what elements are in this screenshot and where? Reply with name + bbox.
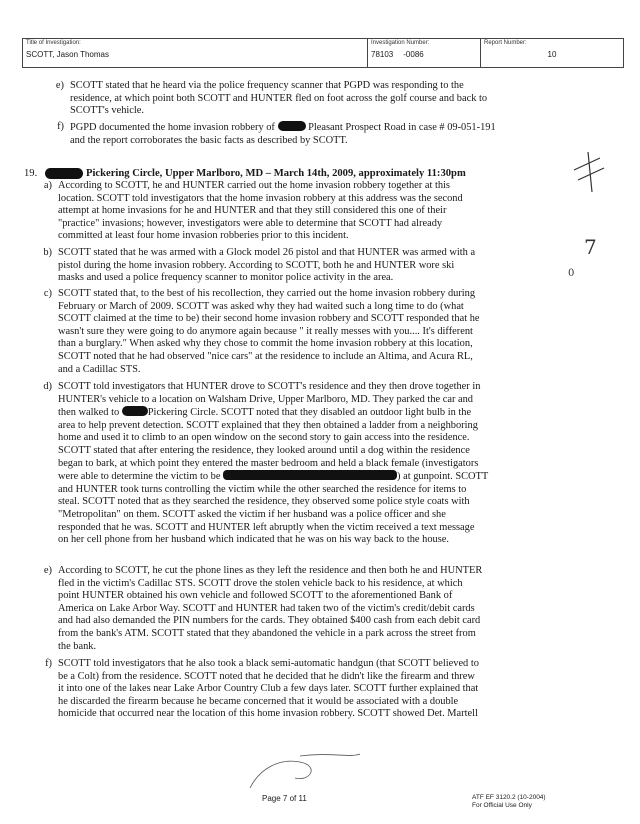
text-line: it into one of the lakes near Lake Arbor Country Club a few days later. SCOTT further explained that <box>58 683 479 695</box>
item-c-marker: c) <box>43 288 52 299</box>
text-line: on her cell phone from her husband which indicated that he was on his way back to the house. <box>58 534 449 546</box>
text-line: responded that he was. SCOTT and HUNTER left abruptly when the victim received a text message <box>58 521 475 533</box>
form-note: For Official Use Only <box>472 802 532 809</box>
cross-mark <box>574 152 604 192</box>
text-line: SCOTT stated that, to the best of his recollection, they carried out the home invasion robbery during <box>58 288 476 299</box>
item-b-text <box>58 247 558 285</box>
text-line: SCOTT told investigators that HUNTER drove to SCOTT's residence and they then drove together in <box>58 381 481 392</box>
text-line: SCOTT noted that he had observed "nice cars" at the residence to include an Altima, and Acura RL, <box>58 350 473 362</box>
text-line: he discarded the firearm because he became concerned that it would be associated with a double <box>58 695 459 707</box>
text-line: point HUNTER obtained his own vehicle and followed SCOTT to the aforementioned Bank of <box>58 590 453 602</box>
investigation-number-part2: -0086 <box>403 50 424 59</box>
margin-note-zero: 0 <box>568 268 575 279</box>
text-line: area to help prevent detection. SCOTT explained that they then obtained a ladder from a neighboring <box>58 419 478 431</box>
item-f1-text <box>70 121 618 147</box>
item-e1-marker: e) <box>55 80 64 91</box>
text-line: and HUNTER took turns controlling the victim while the other searched the residence for items to <box>58 483 467 495</box>
text-segment: Pleasant Prospect Road in case # 09-051-191 <box>308 122 496 133</box>
form-number: ATF EF 3120.2 (10-2004) <box>472 794 546 801</box>
text-line: and a Cadillac STS. <box>58 363 141 375</box>
item-a-marker: a) <box>43 180 52 191</box>
text-line: masks and used a police frequency scanner to monitor police activity in the area. <box>58 272 394 284</box>
text-line <box>70 121 618 135</box>
item-f2-text <box>58 658 558 721</box>
title-cell <box>23 39 368 67</box>
text-line <box>58 406 558 420</box>
report-number-cell <box>481 39 623 67</box>
redaction-block <box>122 406 148 416</box>
title-label: Title of Investigation: <box>26 40 81 46</box>
report-number-label: Report Number: <box>484 40 527 46</box>
handwritten-initials <box>240 748 370 798</box>
text-line: residence, at which point both SCOTT and HUNTER fled on foot across the golf course and back to <box>70 92 488 104</box>
text-segment: PGPD documented the home invasion robbery of <box>70 122 275 133</box>
item-f2-marker: f) <box>45 658 52 669</box>
text-line: America on Lake Arbor Way. SCOTT and HUNTER had taken two of the victim's credit/debit cards <box>58 602 475 614</box>
item-e1-text <box>70 80 618 118</box>
text-line: began to bark, at which point they entered the master bedroom and held a black female (investigators <box>58 457 479 469</box>
text-line: "practice" invasions; however, investigators were able to determine that SCOTT had already <box>58 217 443 229</box>
text-line: home and used it to climb to an open window on the second story to gain access into the residence. <box>58 432 470 444</box>
text-segment: ) at gunpoint. SCOTT <box>397 471 489 483</box>
page-number: Page 7 of 11 <box>262 794 307 803</box>
text-line: and the report corroborates the basic facts as described by SCOTT. <box>70 134 348 146</box>
item-c-text <box>58 288 558 376</box>
text-segment: then walked to <box>58 407 120 419</box>
text-line: SCOTT told investigators that he also took a black semi-automatic handgun (that SCOTT believed to <box>58 658 479 669</box>
text-line: HUNTER's vehicle to a location on Walsham Drive, Upper Marlboro, MD. They parked the car and <box>58 393 474 405</box>
text-line: "Metropolitan" on them. SCOTT asked the victim if her husband was a police officer and she <box>58 508 446 520</box>
section-number: 19. <box>24 168 38 179</box>
text-line: fled in the victim's Cadillac STS. SCOTT drove the stolen vehicle back to his residence, at which <box>58 577 463 589</box>
text-line: SCOTT stated that he heard via the police frequency scanner that PGPD was responding to the <box>70 80 464 91</box>
text-segment: were able to determine the victim to be <box>58 471 221 483</box>
text-line: homicide that occurred near the location of this home invasion robbery. SCOTT showed Det. Martell <box>58 708 478 720</box>
text-line: According to SCOTT, he cut the phone lines as they left the residence and then both he and HUNTER <box>58 565 483 576</box>
text-line <box>58 470 558 484</box>
text-line: SCOTT stated that after entering the residence, they looked around until a dog within the residence <box>58 444 470 456</box>
item-e2-text <box>58 565 558 653</box>
text-line: than a burglary." When asked why they chose to commit the home invasion robbery at this location, <box>58 338 473 350</box>
text-segment: Pickering Circle. SCOTT noted that they disabled an outdoor light bulb in the <box>147 407 472 419</box>
text-line: SCOTT claimed at the time to be) their second home invasion robbery and SCOTT responded that he <box>58 313 480 325</box>
text-line: According to SCOTT, he and HUNTER carried out the home invasion robbery together at this <box>58 180 450 191</box>
text-line: committed at least four home invasion robberies prior to this incident. <box>58 230 349 242</box>
item-b-marker: b) <box>43 247 52 258</box>
text-line: the bank. <box>58 640 97 652</box>
text-line: wasn't sure they were going to do anymore again because " it really messes with you.... It's different <box>58 325 473 337</box>
item-a-text <box>58 180 558 243</box>
text-line: SCOTT stated that he was armed with a Glock model 26 pistol and that HUNTER was armed with a <box>58 247 476 258</box>
report-header <box>22 38 624 68</box>
item-d-text <box>58 381 558 547</box>
report-number-value: 10 <box>547 50 557 59</box>
redaction-block <box>278 121 306 131</box>
item-e2-marker: e) <box>43 565 52 576</box>
investigation-number-cell <box>368 39 481 67</box>
text-line: be a Colt) from the residence. SCOTT noted that he decided that he didn't like the firearm and threw <box>58 670 475 682</box>
text-line: pistol during the home invasion robbery. According to SCOTT, both he and HUNTER wore ski <box>58 259 455 271</box>
redaction-block <box>45 168 83 179</box>
margin-note-seven: 7 <box>584 235 597 259</box>
text-line: location. SCOTT told investigators that the home invasion robbery at this address was the second <box>58 192 463 204</box>
redaction-block <box>223 470 397 480</box>
handwritten-margin-marks <box>560 150 630 280</box>
investigation-number-part1: 78103 <box>371 50 394 59</box>
text-line: steal. SCOTT noted that as they searched the residence, they observed some police style coats with <box>58 496 470 508</box>
text-line: and had also demanded the PIN numbers for the cards. They obtained $400 cash from each debit card <box>58 615 481 627</box>
text-line: attempt at home invasions for he and HUNTER and that they still considered this one of their <box>58 205 447 217</box>
text-line: February or March of 2009. SCOTT was asked why they had waited such a long time to do (what <box>58 300 464 312</box>
text-line: SCOTT's vehicle. <box>70 105 145 117</box>
section-heading: Pickering Circle, Upper Marlboro, MD – March 14th, 2009, approximately 11:30pm <box>86 168 466 179</box>
form-info <box>472 794 546 810</box>
investigation-number-label: Investigation Number: <box>371 40 430 46</box>
text-line: from the bank's ATM. SCOTT stated that they abandoned the vehicle in a park across the street from <box>58 627 476 639</box>
item-f1-marker: f) <box>57 121 64 132</box>
title-value: SCOTT, Jason Thomas <box>26 50 109 59</box>
item-d-marker: d) <box>43 381 52 392</box>
